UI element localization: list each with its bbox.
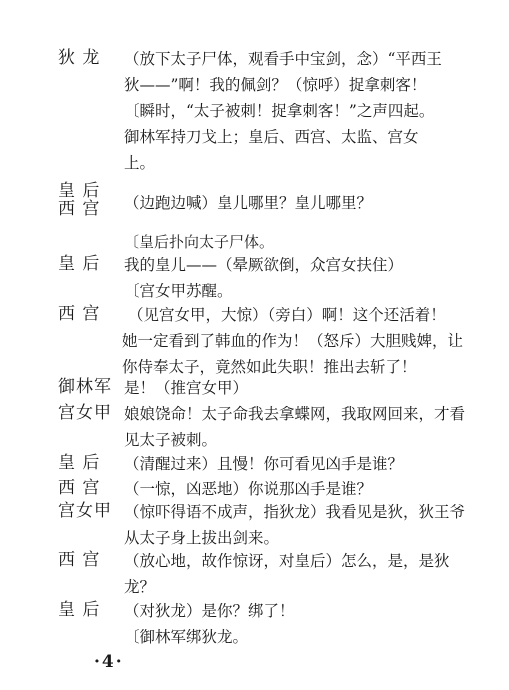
text-line: （清醒过来）且慢！你可看见凶手是谁？ <box>124 455 404 473</box>
text-line: （一惊，凶恶地）你说那凶手是谁？ <box>124 480 373 498</box>
stage-direction: 〔宫女甲苏醒。 <box>124 282 233 300</box>
dialogue-text <box>124 46 469 176</box>
speaker-name: 宫女甲 <box>58 501 112 521</box>
dialogue-text <box>124 548 469 600</box>
speaker-name: 西 宫 <box>58 550 101 570</box>
text-line: 从太子身上拔出剑来。 <box>124 529 280 547</box>
speaker-name: 狄 龙 <box>58 48 101 68</box>
dialogue-text <box>124 190 469 216</box>
text-line: 见太子被刺。 <box>124 431 218 449</box>
page-number: ·4· <box>94 652 124 672</box>
speaker-name: 西 宫 <box>58 478 101 498</box>
text-line: 是！（推宫女甲） <box>124 379 249 397</box>
speaker-name: 西 宫 <box>58 304 101 324</box>
dialogue-text <box>124 499 469 551</box>
speaker-name-line: 皇 后 <box>58 181 101 201</box>
text-line: 你侍奉太子，竟然如此失职！推出去斩了！ <box>122 358 417 376</box>
stage-direction: 〔皇后扑向太子尸体。 <box>124 233 275 251</box>
text-line: （放心地，故作惊讶，对皇后）怎么，是，是狄 <box>124 552 450 570</box>
dialogue-text <box>124 598 469 650</box>
speaker-name <box>58 182 118 218</box>
speaker-name: 皇 后 <box>58 600 101 620</box>
speaker-name: 皇 后 <box>58 453 101 473</box>
text-line: 她一定看到了韩血的作为！（怒斥）大胆贱婢，让 <box>122 332 464 350</box>
dialogue-text <box>122 302 473 380</box>
stage-direction: 上。 <box>124 154 156 172</box>
text-line: 我的皇儿——（晕厥欲倒，众宫女扶住） <box>124 256 404 274</box>
text-line: （见宫女甲，大惊）（旁白）啊！这个还活着！ <box>128 306 446 324</box>
text-line: （放下太子尸体，观看手中宝剑，念）“平西王 <box>124 50 442 68</box>
text-line: 娘娘饶命！太子命我去拿蝶网，我取网回来，才看 <box>124 405 466 423</box>
speaker-name: 宫女甲 <box>58 403 112 423</box>
dialogue-text <box>124 401 469 453</box>
speaker-name: 御林军 <box>58 377 112 397</box>
dialogue-text <box>124 375 469 401</box>
stage-direction: 御林军持刀戈上；皇后、西宫、太监、宫女 <box>124 128 419 146</box>
speaker-name-line: 西 宫 <box>58 199 101 219</box>
stage-direction: 〔瞬时，“太子被刺！捉拿刺客！”之声四起。 <box>124 102 435 120</box>
dialogue-text <box>124 451 469 477</box>
dialogue-text <box>124 252 469 304</box>
stage-direction: 〔御林军绑狄龙。 <box>124 628 249 646</box>
text-line: 龙？ <box>124 578 156 596</box>
text-line: （惊吓得语不成声，指狄龙）我看见是狄，狄王爷 <box>124 503 466 521</box>
text-line: （边跑边喊）皇儿哪里？皇儿哪里？ <box>124 194 373 212</box>
text-line: 狄——”啊！我的佩剑？（惊呼）捉拿刺客！ <box>124 76 427 94</box>
speaker-name: 皇 后 <box>58 254 101 274</box>
text-line: （对狄龙）是你？绑了！ <box>124 602 295 620</box>
